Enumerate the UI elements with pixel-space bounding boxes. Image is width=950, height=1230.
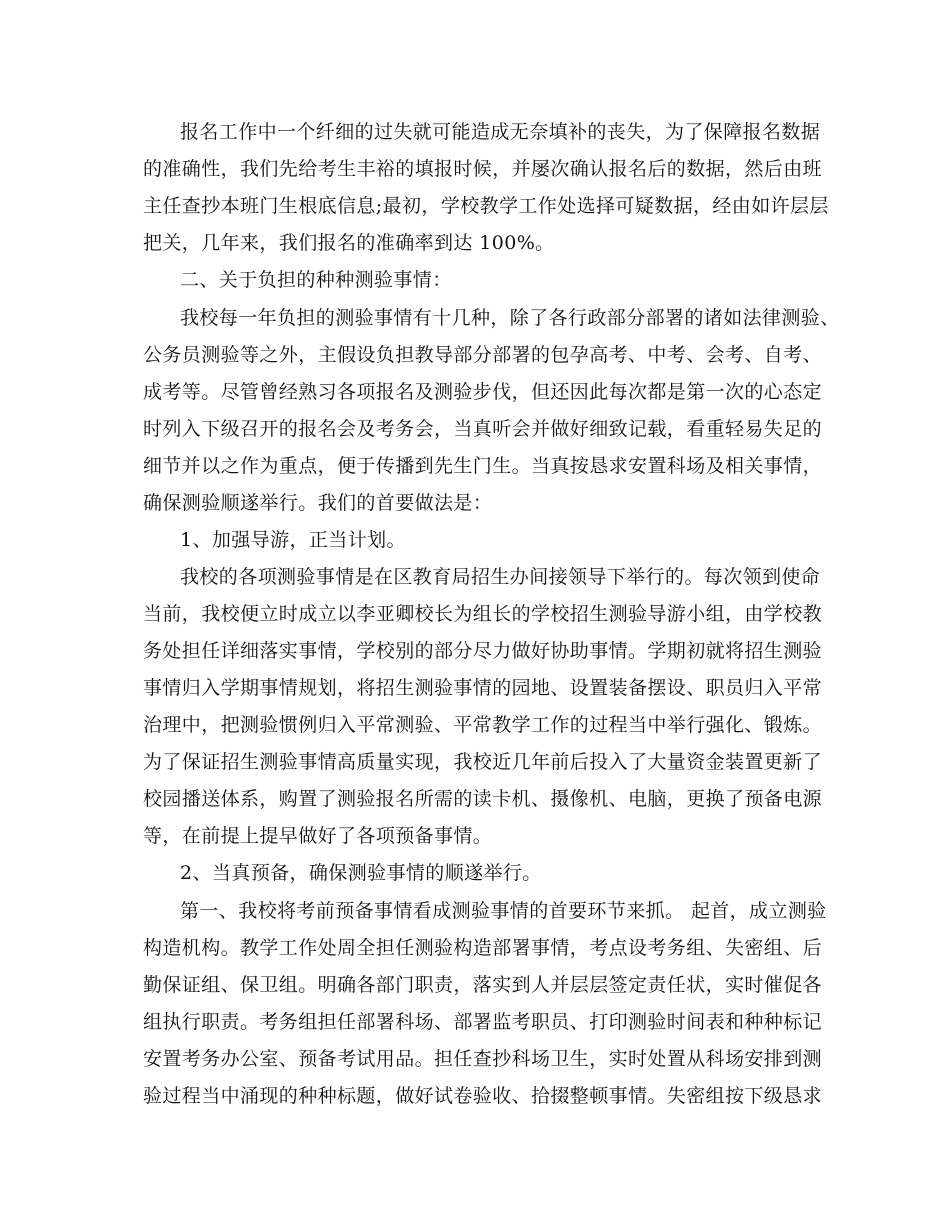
paragraph-line-6: 我校每一年负担的测验事情有十几种，除了各行政部分部署的诸如法律测验、 [180, 307, 840, 329]
section-heading-2: 二、关于负担的种种测验事情： [180, 269, 452, 291]
paragraph-line-8: 成考等。尽管曾经熟习各项报名及测验步伐，但还因此每次都是第一次的心态定 [143, 381, 823, 403]
paragraph-line-18: 为了保证招生测验事情高质量实现，我校近几年前后投入了大量资金装置更新了 [143, 751, 823, 773]
paragraph-line-3: 主任查抄本班门生根底信息;最初，学校教学工作处选择可疑数据，经由如许层层 [143, 195, 829, 217]
subheading-1: 1、加强导游，正当计划。 [180, 529, 406, 551]
paragraph-line-22: 第一、我校将考前预备事情看成测验事情的首要环节来抓。 起首，成立测验 [180, 900, 827, 922]
paragraph-line-14: 当前，我校便立时成立以李亚卿校长为组长的学校招生测验导游小组，由学校教 [143, 603, 823, 625]
paragraph-line-26: 安置考务办公室、预备考试用品。担任查抄科场卫生，实时处置从科场安排到测 [143, 1048, 823, 1070]
paragraph-line-7: 公务员测验等之外，主假设负担教导部分部署的包孕高考、中考、会考、自考、 [143, 344, 823, 366]
paragraph-line-11: 确保测验顺遂举行。我们的首要做法是： [143, 492, 493, 514]
paragraph-line-16: 事情归入学期事情规划，将招生测验事情的园地、设置装备摆设、职员归入平常 [143, 677, 823, 699]
paragraph-line-1: 报名工作中一个纤细的过失就可能造成无奈填补的丧失，为了保障报名数据 [180, 121, 821, 143]
paragraph-line-9: 时列入下级召开的报名会及考务会，当真听会并做好细致记载，看重轻易失足的 [143, 418, 823, 440]
paragraph-line-4: 把关，几年来，我们报名的准确率到达 100%。 [143, 232, 555, 254]
paragraph-line-19: 校园播送体系，购置了测验报名所需的读卡机、摄像机、电脑，更换了预备电源 [143, 788, 823, 810]
paragraph-line-20: 等，在前提上提早做好了各项预备事情。 [143, 825, 493, 847]
subheading-2: 2、当真预备，确保测验事情的顺遂举行。 [180, 862, 542, 884]
paragraph-line-23: 构造机构。教学工作处周全担任测验构造部署事情，考点设考务组、失密组、后 [143, 937, 823, 959]
paragraph-line-10: 细节并以之作为重点，便于传播到先生门生。当真按恳求安置科场及相关事情， [143, 455, 823, 477]
paragraph-line-13: 我校的各项测验事情是在区教育局招生办间接领导下举行的。每次领到使命 [180, 566, 821, 588]
paragraph-line-24: 勤保证组、保卫组。明确各部门职责，落实到人并层层签定责任状，实时催促各 [143, 974, 823, 996]
paragraph-line-17: 治理中，把测验惯例归入平常测验、平常教学工作的过程当中举行强化、锻炼。 [143, 714, 823, 736]
paragraph-line-25: 组执行职责。考务组担任部署科场、部署监考职员、打印测验时间表和种种标记 [143, 1011, 823, 1033]
paragraph-line-2: 的准确性，我们先给考生丰裕的填报时候，并屡次确认报名后的数据，然后由班 [143, 158, 823, 180]
paragraph-line-15: 务处担任详细落实事情，学校别的部分尽力做好协助事情。学期初就将招生测验 [143, 640, 823, 662]
paragraph-line-27: 验过程当中涌现的种种标题，做好试卷验收、拾掇整顿事情。失密组按下级恳求 [143, 1085, 823, 1107]
